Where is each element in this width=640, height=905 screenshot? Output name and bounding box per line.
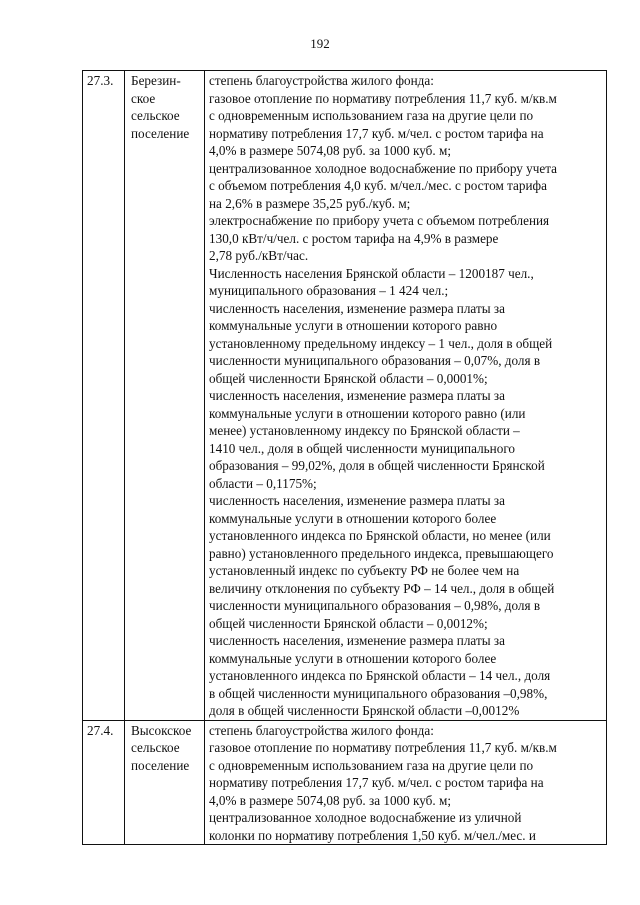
description-line: численность населения, изменение размера платы за [209, 633, 505, 648]
description-line: установленному предельному индексу – 1 чел., доля в общей [209, 335, 553, 351]
description-line: коммунальные услуги в отношении которого равно [209, 318, 498, 333]
description-line: области – 0,1175%; [209, 475, 317, 491]
description-line: колонки по нормативу потребления 1,50 куб. м/чел./мес. и [209, 827, 536, 843]
table-row [83, 71, 607, 721]
row-number: 27.3. [87, 73, 114, 88]
description-line: 1410 чел., доля в общей численности муниципального [209, 440, 515, 456]
description-line: общей численности Брянской области – 0,0012%; [209, 615, 488, 631]
row-number-cell [83, 720, 125, 845]
description-line: степень благоустройства жилого фонда: [209, 73, 434, 88]
description-line: степень благоустройства жилого фонда: [209, 722, 434, 738]
description-line: установленного индекса по Брянской области, но менее (или [209, 528, 551, 543]
description-line: численности муниципального образования – 0,98%, доля в [209, 598, 541, 613]
description-line: нормативу потребления 17,7 куб. м/чел. с ростом тарифа на [209, 125, 544, 141]
settlement-name-line: поселение [131, 757, 190, 773]
description-line: с одновременным использованием газа на другие цели по [209, 108, 534, 123]
description-line: газовое отопление по нормативу потребления 11,7 куб. м/кв.м [209, 740, 557, 755]
description-line: муниципального образования – 1 424 чел.; [209, 283, 449, 298]
settlement-name-line: сельское [131, 740, 180, 755]
description-line: 4,0% в размере 5074,08 руб. за 1000 куб. м; [209, 792, 451, 808]
description-line: Численность населения Брянской области – 1200187 чел., [209, 265, 534, 281]
description-cell [205, 720, 607, 845]
description-line: газовое отопление по нормативу потребления 11,7 куб. м/кв.м [209, 90, 557, 106]
settlement-name-cell [125, 71, 205, 721]
page-number: 192 [310, 36, 330, 51]
description-line: величину отклонения по субъекту РФ – 14 чел., доля в общей [209, 580, 555, 596]
description-line: численности муниципального образования – 0,07%, доля в [209, 353, 541, 368]
description-line: электроснабжение по прибору учета с объемом потребления [209, 213, 550, 228]
description-line: 2,78 руб./кВт/час. [209, 248, 309, 263]
row-number-cell [83, 71, 125, 721]
description-line: численность населения, изменение размера платы за [209, 300, 505, 316]
description-line: централизованное холодное водоснабжение по прибору учета [209, 160, 558, 176]
settlement-name-cell [125, 720, 205, 845]
settlement-name-line: ское [131, 90, 156, 106]
description-line: 130,0 кВт/ч/чел. с ростом тарифа на 4,9% в размере [209, 230, 499, 246]
description-line: централизованное холодное водоснабжение из уличной [209, 810, 522, 825]
description-line: установленного индекса по Брянской области – 14 чел., доля [209, 668, 551, 683]
description-line: коммунальные услуги в отношении которого более [209, 510, 497, 526]
row-number: 27.4. [87, 722, 114, 738]
table-row [83, 720, 607, 845]
description-line: с объемом потребления 4,0 куб. м/чел./мес. с ростом тарифа [209, 178, 547, 193]
description-cell [205, 71, 607, 721]
description-line: 4,0% в размере 5074,08 руб. за 1000 куб. м; [209, 143, 451, 158]
description-line: равно) установленного предельного индекса, превышающего [209, 545, 554, 561]
description-line: общей численности Брянской области – 0,0001%; [209, 370, 488, 386]
description-line: нормативу потребления 17,7 куб. м/чел. с ростом тарифа на [209, 775, 544, 790]
description-line: с одновременным использованием газа на другие цели по [209, 757, 534, 773]
settlement-name-line: Высокское [131, 722, 192, 738]
description-line: образования – 99,02%, доля в общей численности Брянской [209, 458, 545, 473]
description-line: менее) установленному индексу по Брянской области – [209, 423, 520, 438]
description-line: численность населения, изменение размера платы за [209, 493, 505, 508]
settlement-name-line: Березин- [131, 73, 181, 88]
settlement-name-line: сельское [131, 108, 180, 123]
settlement-name-line: поселение [131, 125, 190, 141]
description-line: доля в общей численности Брянской области –0,0012% [209, 703, 520, 718]
settlement-table [82, 70, 607, 845]
description-line: в общей численности муниципального образования –0,98%, [209, 685, 548, 701]
description-line: на 2,6% в размере 35,25 руб./куб. м; [209, 195, 411, 211]
description-line: установленный индекс по субъекту РФ не более чем на [209, 563, 520, 578]
description-line: численность населения, изменение размера платы за [209, 388, 505, 403]
description-line: коммунальные услуги в отношении которого равно (или [209, 405, 526, 421]
description-line: коммунальные услуги в отношении которого более [209, 650, 497, 666]
